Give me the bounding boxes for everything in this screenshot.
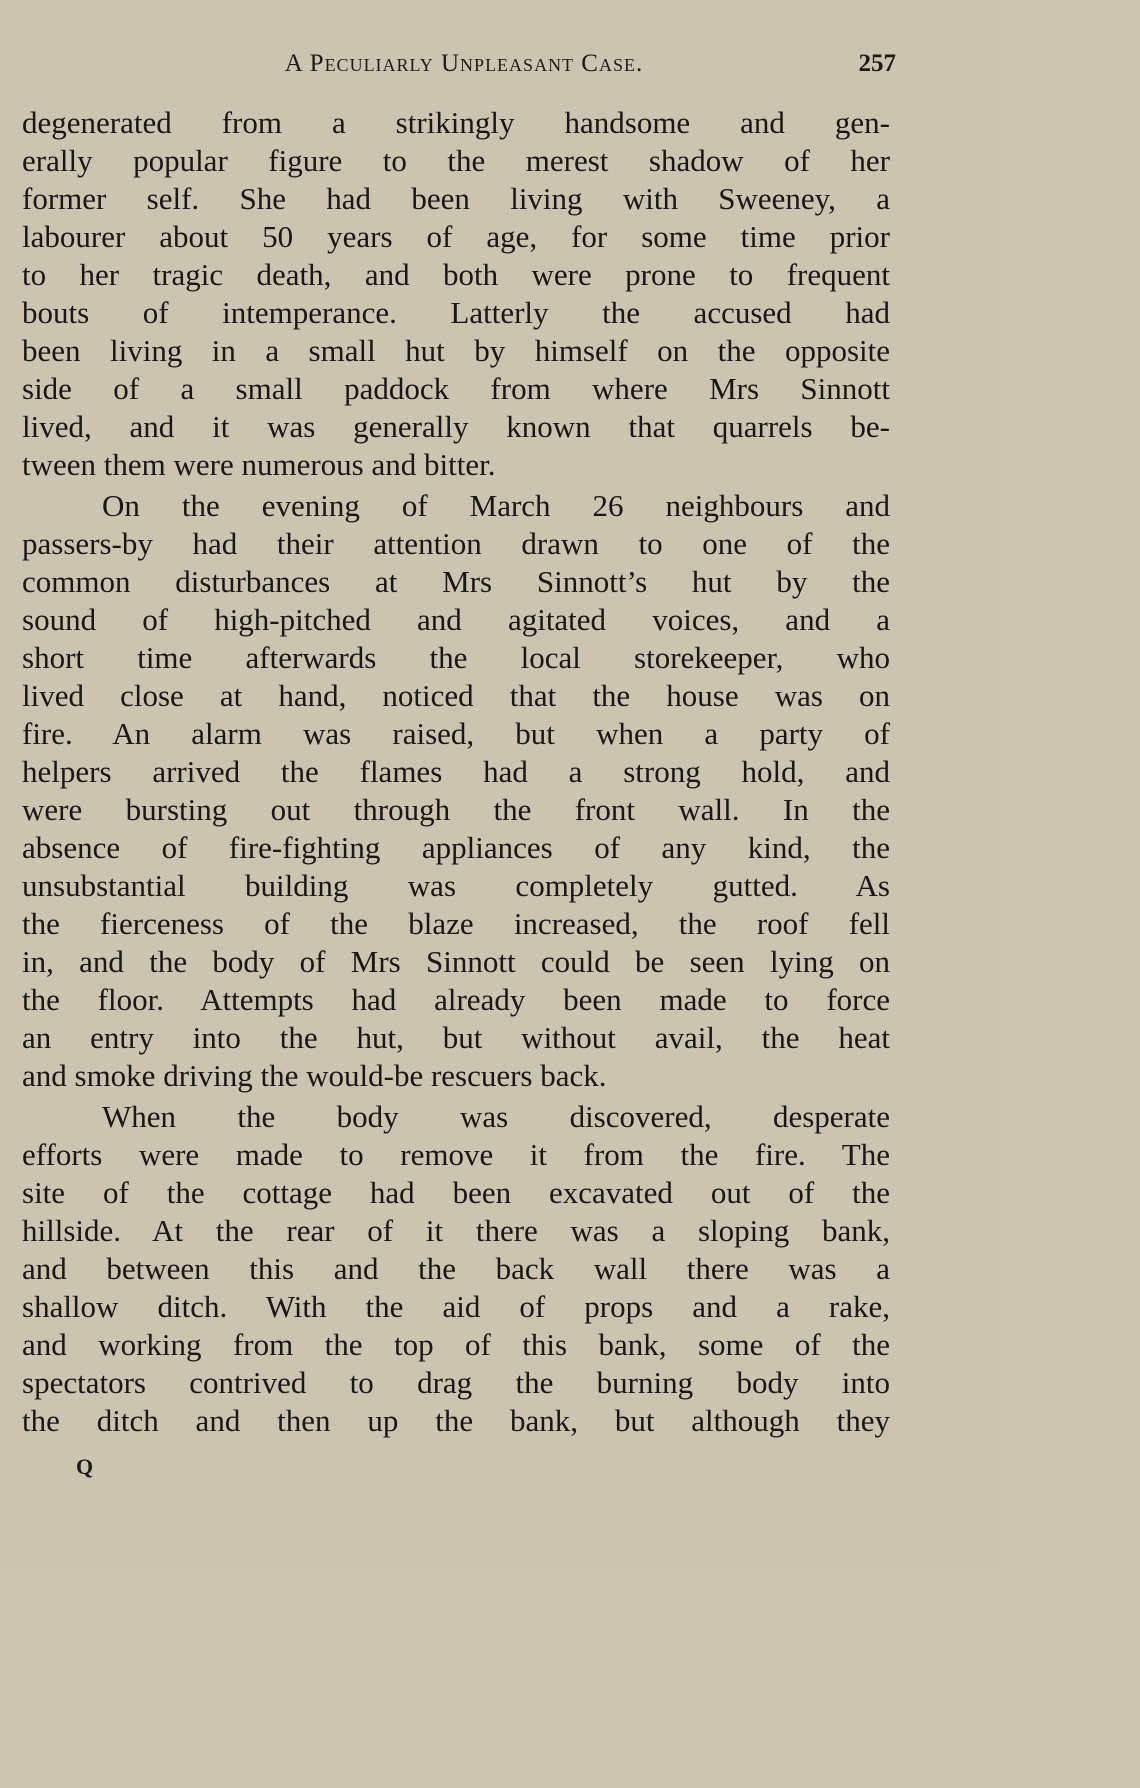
text-line: spectators contrived to drag the burning body into <box>22 1365 890 1400</box>
paragraph <box>22 104 890 484</box>
running-title: A Peculiarly Unpleasant Case. <box>284 50 644 77</box>
text-line: unsubstantial building was completely gutted. As <box>22 868 890 903</box>
text-line: short time afterwards the local storekeeper, who <box>22 640 890 675</box>
text-line: and between this and the back wall there was a <box>22 1251 890 1286</box>
paragraph <box>22 1098 890 1440</box>
text-line: helpers arrived the flames had a strong hold, and <box>22 754 890 789</box>
text-line: efforts were made to remove it from the fire. The <box>22 1137 890 1172</box>
text-line: and smoke driving the would-be rescuers back. <box>22 1058 607 1093</box>
text-line: side of a small paddock from where Mrs Sinnott <box>22 371 890 406</box>
text-line: site of the cottage had been excavated out of the <box>22 1175 890 1210</box>
text-line: When the body was discovered, desperate <box>102 1099 890 1134</box>
page-number: 257 <box>858 50 896 77</box>
text-line: the floor. Attempts had already been made to force <box>22 982 890 1017</box>
text-line: erally popular figure to the merest shadow of her <box>22 143 890 178</box>
text-line: absence of fire-fighting appliances of any kind, the <box>22 830 890 865</box>
text-line: On the evening of March 26 neighbours and <box>102 488 890 523</box>
text-line: former self. She had been living with Sweeney, a <box>22 181 890 216</box>
text-line: an entry into the hut, but without avail, the heat <box>22 1020 890 1055</box>
text-line: degenerated from a strikingly handsome and gen- <box>22 105 890 140</box>
text-line: lived close at hand, noticed that the house was on <box>22 678 890 713</box>
text-line: fire. An alarm was raised, but when a party of <box>22 716 890 751</box>
signature-mark: Q <box>76 1454 94 1479</box>
text-line: sound of high-pitched and agitated voices, and a <box>22 602 890 637</box>
text-line: to her tragic death, and both were prone to frequent <box>22 257 890 292</box>
running-header <box>22 50 896 86</box>
text-line: passers-by had their attention drawn to one of the <box>22 526 890 561</box>
text-line: in, and the body of Mrs Sinnott could be seen lying on <box>22 944 890 979</box>
text-line: and working from the top of this bank, some of the <box>22 1327 890 1362</box>
text-line: the fierceness of the blaze increased, the roof fell <box>22 906 890 941</box>
text-line: shallow ditch. With the aid of props and a rake, <box>22 1289 890 1324</box>
text-line: the ditch and then up the bank, but although they <box>22 1403 890 1438</box>
text-line: lived, and it was generally known that quarrels be- <box>22 409 890 444</box>
text-line: been living in a small hut by himself on the opposite <box>22 333 890 368</box>
paragraph <box>22 487 890 1095</box>
text-line: labourer about 50 years of age, for some time prior <box>22 219 890 254</box>
text-line: common disturbances at Mrs Sinnott’s hut by the <box>22 564 890 599</box>
text-line: tween them were numerous and bitter. <box>22 447 496 482</box>
text-line: hillside. At the rear of it there was a sloping bank, <box>22 1213 890 1248</box>
text-line: bouts of intemperance. Latterly the accused had <box>22 295 890 330</box>
text-line: were bursting out through the front wall. In the <box>22 792 890 827</box>
body-text <box>22 104 890 1440</box>
